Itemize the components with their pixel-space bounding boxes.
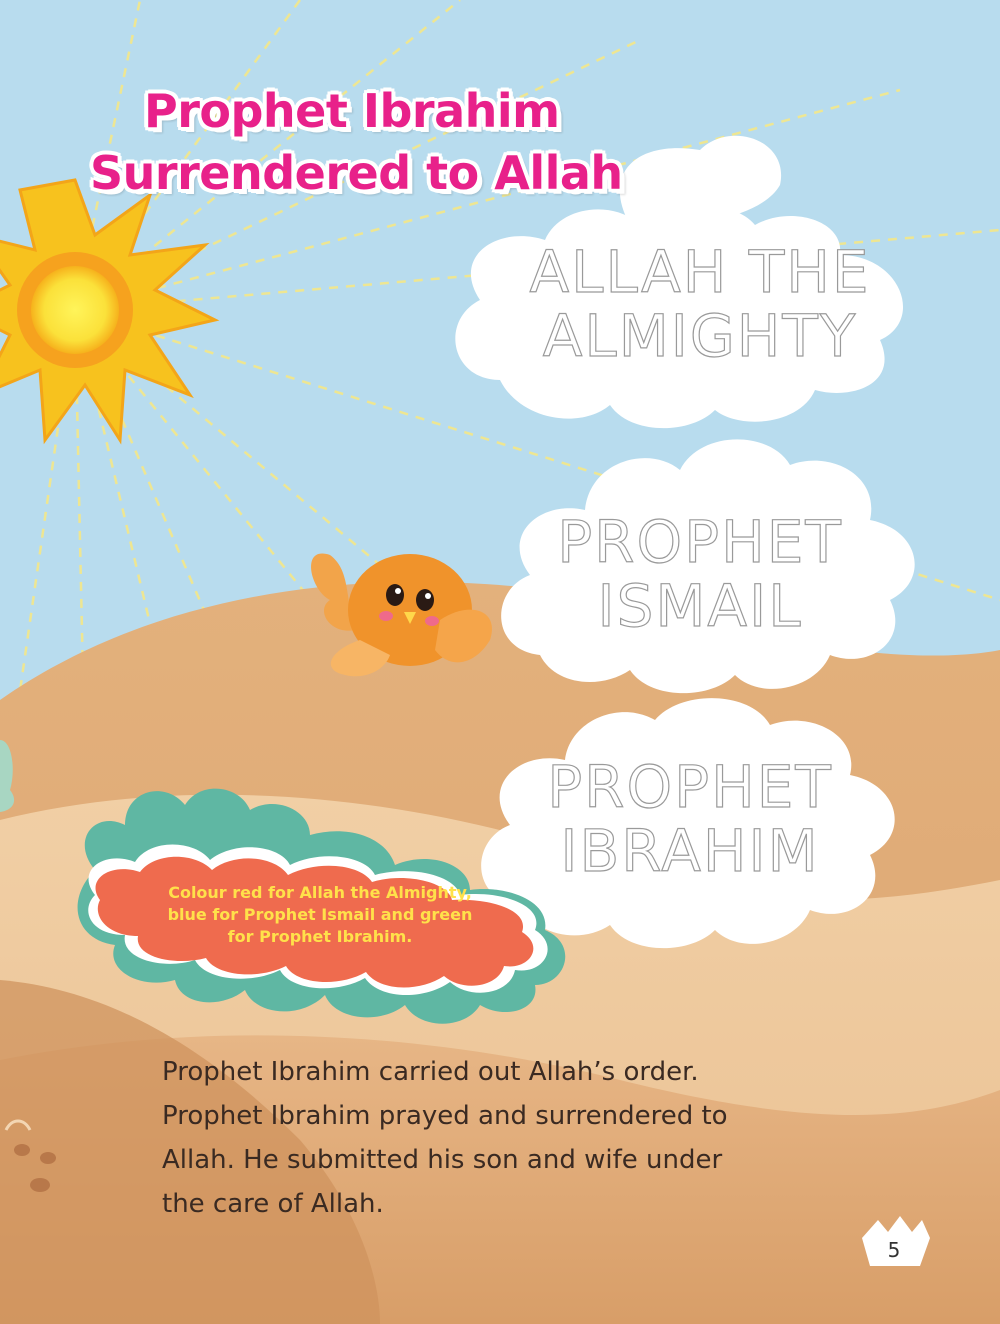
cloud-trace-ibrahim[interactable] bbox=[510, 755, 870, 883]
page-title bbox=[90, 80, 690, 204]
cloud-trace-line-2: IBRAHIM bbox=[560, 817, 820, 885]
cloud-trace-line-1: PROPHET bbox=[547, 753, 833, 821]
cloud-trace-ismail[interactable] bbox=[520, 510, 880, 638]
cloud-trace-line-2: ALMIGHTY bbox=[542, 302, 858, 370]
cloud-trace-line-2: ISMAIL bbox=[597, 572, 803, 640]
story-line-3: Allah. He submitted his son and wife under bbox=[162, 1145, 723, 1175]
page-number: 5 bbox=[887, 1238, 901, 1262]
cloud-trace-line-1: PROPHET bbox=[557, 508, 843, 576]
cloud-trace-allah[interactable] bbox=[520, 240, 880, 368]
page-title-line-1: Prophet Ibrahim bbox=[144, 84, 560, 138]
story-line-2: Prophet Ibrahim prayed and surrendered to bbox=[162, 1101, 728, 1131]
page-title-line-2: Surrendered to Allah bbox=[90, 146, 623, 200]
story-line-1: Prophet Ibrahim carried out Allah’s order. bbox=[162, 1057, 699, 1087]
instruction-line-2: blue for Prophet Ismail and green bbox=[167, 905, 473, 924]
story-line-4: the care of Allah. bbox=[162, 1189, 384, 1219]
instruction-line-1: Colour red for Allah the Almighty, bbox=[168, 883, 472, 902]
story-paragraph bbox=[162, 1050, 882, 1226]
instruction-text bbox=[100, 882, 540, 948]
cloud-trace-line-1: ALLAH THE bbox=[529, 238, 871, 306]
instruction-line-3: for Prophet Ibrahim. bbox=[227, 927, 413, 946]
